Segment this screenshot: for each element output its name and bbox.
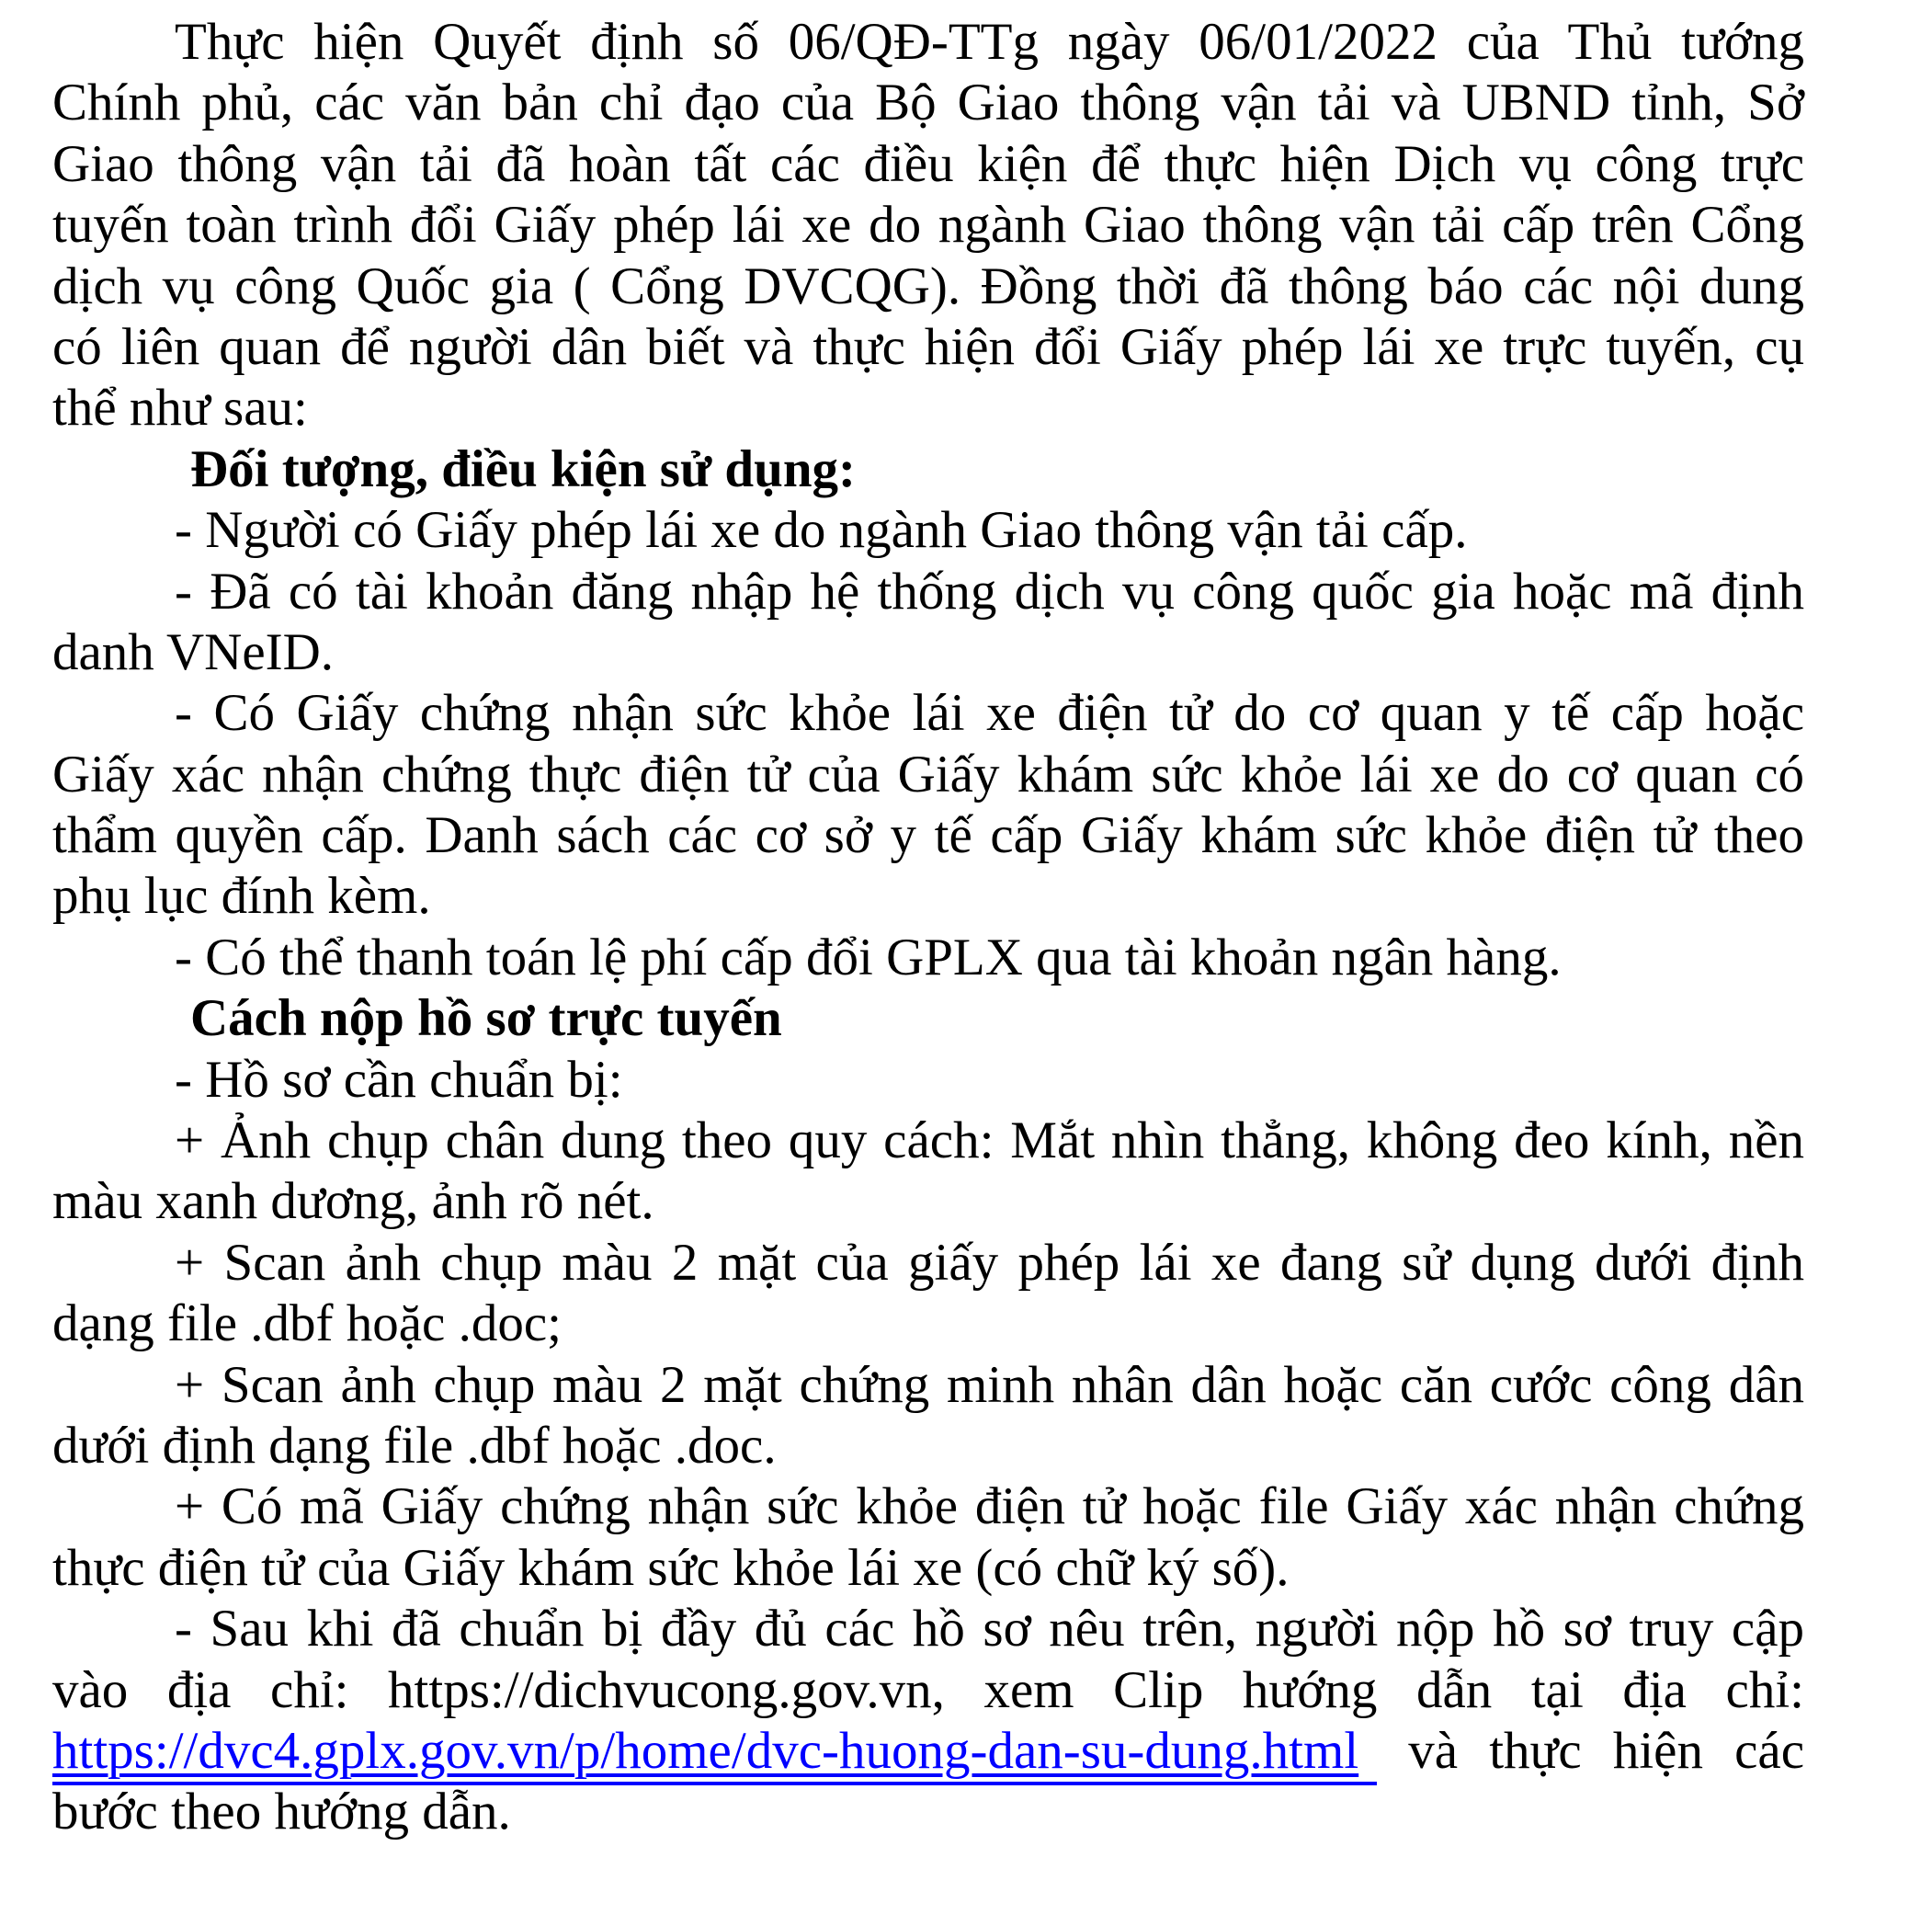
text-line: vào địa chỉ: https://dichvucong.gov.vn, xem Clip hướng dẫn tại địa chỉ:: [52, 1660, 1804, 1719]
text-line: Giấy xác nhận chứng thực điện tử của Giấy khám sức khỏe lái xe do cơ quan có: [52, 745, 1804, 803]
text-line: + Có mã Giấy chứng nhận sức khỏe điện tử hoặc file Giấy xác nhận chứng: [175, 1477, 1804, 1536]
text-line: - Có Giấy chứng nhận sức khỏe lái xe điện tử do cơ quan y tế cấp hoặc: [175, 684, 1804, 743]
item-portrait-photo: [52, 1111, 1804, 1233]
item-license-scan: [52, 1233, 1804, 1355]
text-line: Giao thông vận tải đã hoàn tất các điều kiện để thực hiện Dịch vụ công trực: [52, 134, 1804, 193]
intro-paragraph: [52, 12, 1804, 439]
text-line: thẩm quyền cấp. Danh sách các cơ sở y tế cấp Giấy khám sức khỏe điện tử theo: [52, 806, 1804, 865]
text-line: + Scan ảnh chụp màu 2 mặt của giấy phép lái xe đang sử dụng dưới định: [175, 1233, 1804, 1292]
text-line: thực điện tử của Giấy khám sức khỏe lái xe (có chữ ký số).: [52, 1538, 1290, 1597]
text-line: tuyến toàn trình đổi Giấy phép lái xe do ngành Giao thông vận tải cấp trên Cổng: [52, 196, 1804, 255]
heading-submission: [52, 988, 1804, 1049]
text-line: - Có thể thanh toán lệ phí cấp đổi GPLX qua tài khoản ngân hàng.: [175, 928, 1562, 986]
text-line: - Người có Giấy phép lái xe do ngành Giao thông vận tải cấp.: [175, 501, 1468, 560]
bullet-license-holder: [52, 500, 1804, 561]
guide-video-link[interactable]: https://dvc4.gplx.gov.vn/p/home/dvc-huong-dan-su-dung.html: [52, 1722, 1377, 1785]
item-health-code: [52, 1476, 1804, 1599]
text-line: dạng file .dbf hoặc .doc;: [52, 1294, 562, 1353]
text-line: màu xanh dương, ảnh rõ nét.: [52, 1172, 654, 1231]
text-line: dịch vụ công Quốc gia ( Cổng DVCQG). Đồng thời đã thông báo các nội dung: [52, 256, 1804, 315]
text-line: Cách nộp hồ sơ trực tuyến: [190, 989, 782, 1048]
text-line: Đối tượng, điều kiện sử dụng:: [190, 439, 856, 498]
bullet-documents-needed: [52, 1050, 1804, 1111]
closing-paragraph: [52, 1599, 1804, 1843]
bullet-account: [52, 562, 1804, 684]
document-body: [52, 12, 1804, 1843]
bullet-payment: [52, 928, 1804, 988]
text-line: có liên quan để người dân biết và thực hiện đổi Giấy phép lái xe trực tuyến, cụ: [52, 317, 1804, 376]
text-line: dưới định dạng file .dbf hoặc .doc.: [52, 1416, 777, 1475]
text-segment: và thực hiện các: [1377, 1721, 1804, 1780]
text-line: thể như sau:: [52, 379, 308, 438]
text-line: bước theo hướng dẫn.: [52, 1783, 511, 1841]
text-line: Thực hiện Quyết định số 06/QĐ-TTg ngày 06/01/2022 của Thủ tướng: [175, 13, 1804, 71]
text-line: danh VNeID.: [52, 622, 335, 681]
text-line: - Sau khi đã chuẩn bị đầy đủ các hồ sơ nêu trên, người nộp hồ sơ truy cập: [175, 1600, 1804, 1658]
heading-eligibility: [52, 439, 1804, 500]
item-id-scan: [52, 1355, 1804, 1477]
text-line: [52, 1721, 1804, 1782]
text-line: phụ lục đính kèm.: [52, 867, 431, 926]
text-line: Chính phủ, các văn bản chỉ đạo của Bộ Giao thông vận tải và UBND tỉnh, Sở: [52, 74, 1804, 132]
text-line: + Ảnh chụp chân dung theo quy cách: Mắt nhìn thẳng, không đeo kính, nền: [175, 1111, 1804, 1170]
bullet-health-certificate: [52, 683, 1804, 928]
text-line: + Scan ảnh chụp màu 2 mặt chứng minh nhân dân hoặc căn cước công dân: [175, 1355, 1804, 1414]
text-line: - Đã có tài khoản đăng nhập hệ thống dịch vụ công quốc gia hoặc mã định: [175, 562, 1804, 621]
text-line: - Hồ sơ cần chuẩn bị:: [175, 1050, 623, 1109]
